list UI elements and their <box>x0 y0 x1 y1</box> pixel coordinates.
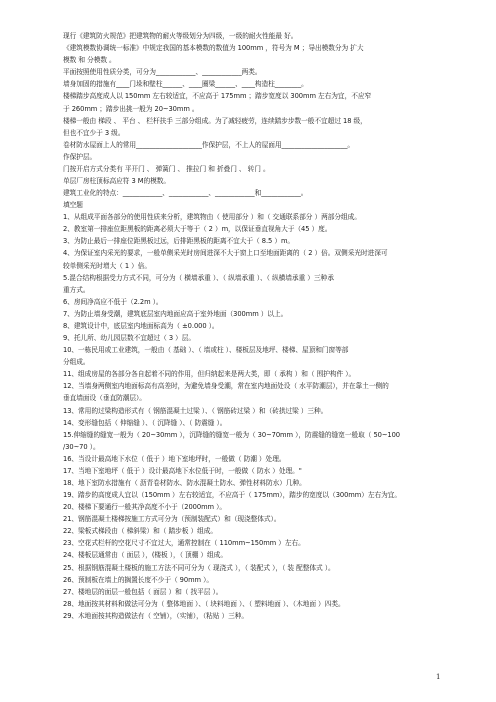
text-line: 较单侧采光时增大（ 1 ）倍。 <box>63 261 152 270</box>
text-line: 16、当设计最高地下水位（ 低于 ）地下室地坪时，一般做（ 防潮 ）处理。 <box>63 454 286 463</box>
text-line: 模数 和 分模数 。 <box>63 56 116 65</box>
text-line: 21、钢筋混凝土楼梯按施工方式可分为（预制装配式）和（现浇整体式）。 <box>63 515 281 524</box>
text-line: 单层厂房柱顶标高应符 3 M的模数。 <box>63 177 171 185</box>
text-line: 15.伸缩缝的缝宽一般为（ 20~30mm ），沉降缝的缝宽一般为（ 30~70mm ），防震缝的缝宽一般取（ 50~100 <box>63 430 401 439</box>
text-line: 7、为防止墙身受潮，建筑底层室内地面应高于室外地面（300mm ）以上。 <box>63 309 288 318</box>
text-line: 24、楼板层通常由（ 面层 ），(楼板 ），（ 顶棚 ）组成。 <box>63 551 227 560</box>
text-line: 卷材防水屋面上人的常用____________________作保护层，不上人的屋面用____________________。 <box>63 140 355 149</box>
text-line: 墙身加固的措施有____门垛和壁柱______、____圈梁______、____构造柱________。 <box>63 80 308 89</box>
text-line: 26、预制板在墙上的搁置长度不少于（ 90mm ）。 <box>63 575 214 584</box>
text-line: 18、地下室防水措施有（ 沥青卷材防水、防水混凝土防水、弹性材料防水）几种。 <box>63 479 306 487</box>
text-line: 5.混合结构根据受力方式不同，可分为（ 横墙承重 ）、（ 纵墙承重 ）、（ 纵横墙承重 ）三种承 <box>63 273 334 282</box>
text-line: 分组成。 <box>63 358 90 367</box>
text-line: 14、变形缝包括（ 伸缩缝 ）、（ 沉降缝 ）、（ 防震缝 ）。 <box>63 418 227 427</box>
text-line: 填空题 <box>63 201 83 210</box>
text-line: 6、房间净高应不低于（2.2m ）。 <box>63 297 163 306</box>
text-line: 门按开启方式分类有 平开门 、 弹簧门 、 推拉门 和 折叠门 、 转门 。 <box>63 164 270 173</box>
text-line: 19、踏步的高度成人宜以（150mm ）左右较适宜，不应高于（ 175mm），踏步的宽度以（300mm）左右为宜。 <box>63 491 402 499</box>
text-line: 现行《建筑防火规范》把建筑物的耐火等级划分为四级，一级的耐火性能最 好。 <box>63 32 298 40</box>
text-line: 12、当墙身两侧室内地面标高有高差时，为避免墙身受潮，常在室内地面处设（ 水平防潮层），并在靠土一侧的 <box>63 382 389 391</box>
text-line: 1、从组成平面各部分的使用性质来分析，建筑物由（ 使用部分 ）和（ 交通联系部分 ）两部分组成。 <box>63 213 361 222</box>
text-line: 平面按照使用性质分类，可分为____________、____________两类。 <box>63 68 262 77</box>
text-line: 3、为防止最后一排座位距黑板过远，后排距黑板的距离不宜大于（ 8.5 ）m。 <box>63 237 295 246</box>
text-line: 17、当地下室地坪（ 低于 ）设计最高地下水位低于时，一般做（ 防水 ）处理。" <box>63 466 302 475</box>
text-line: 27、楼地层的面层一般包括（ 面层 ）和（ 找平层 ）。 <box>63 587 223 596</box>
text-line: 9、托儿所、幼儿园层数不宜超过（ 3 ）层。 <box>63 334 196 342</box>
text-line: 22、梁板式梯段由（ 梯斜梁）和（ 踏步板 ）组成。 <box>63 527 218 536</box>
text-line: 于 260mm ；踏步出挑一般为 20~30mm 。 <box>63 104 199 113</box>
text-line: 建筑工业化的特点：____________、____________、____________和____________。 <box>63 189 308 197</box>
text-line: 4、为保证室内采光的要求，一般单侧采光时房间进深不大于窗上口至地面距离的（ 2 ）倍。双侧采光时进深可 <box>63 249 388 258</box>
page-number: 1 <box>436 673 441 681</box>
text-line: 《建筑模数协调统一标准》中规定我国的基本模数的数值为 100mm ，符号为 M ；导出模数分为 扩大 <box>63 44 364 53</box>
text-line: 楼梯踏步高度成人以 150mm 左右较适宜，不应高于 175mm ；踏步宽度以 300mm 左右为宜，不应窄 <box>63 92 372 101</box>
text-line: 8、建筑设计中，底层室内地面标高为（ ±0.000 ）。 <box>63 321 219 330</box>
text-line: 重方式。 <box>63 285 90 294</box>
text-line: 28、地面按其材料和做法可分为（ 整体地面 ）、（ 块料地面 ）、（ 塑料地面 ）、（木地面 ）四类。 <box>63 599 345 608</box>
text-line: 25、根据钢筋混凝土楼板的施工方法不同可分为（ 现浇式 ），（ 装配式 ），（ 装 配整体式 ）。 <box>63 563 335 572</box>
text-line: 作保护层。 <box>63 152 97 161</box>
text-line: 垂直墙面设（垂直防潮层）。 <box>63 394 146 403</box>
text-line: 10、一栋民用或工业建筑，一般由（ 基础 ）、（ 墙或柱 ）、楼板层及地坪、楼梯、屋顶和门窗等部 <box>63 346 349 355</box>
text-line: 但也不宜少于 3 级。 <box>63 128 125 137</box>
text-line: 13、常用的过梁构造形式有（ 钢筋混凝土过梁 ）、（ 钢筋砖过梁 ）和（砖拱过梁 ）三种。 <box>63 406 328 415</box>
text-line: 29、木地面按其构造做法有（ 空铺），（实铺），（粘贴 ）三种。 <box>63 611 249 620</box>
text-line: 楼梯一般由 梯段 、 平台 、 栏杆扶手 三部分组成。为了减轻疲劳，连续踏步步数一般不宜超过 18 级， <box>63 116 367 125</box>
text-line: /30~70 ）。 <box>63 442 100 451</box>
text-line: 2、教室第一排座位距黑板的距离必须大于等于（ 2 ）m，以保证垂直视角大于（45 ）度。 <box>63 225 332 234</box>
text-line: 20、楼梯下要通行一般其净高度不小于（2000mm ）。 <box>63 503 226 512</box>
text-line: 11、组成房屋的各部分各自起着不同的作用，但归纳起来是两大类，即（ 承构 ）和（ 围护构件 ）。 <box>63 370 356 379</box>
text-line: 23、空花式栏杆的空花尺寸不宜过大，通常控制在（ 110mm~150mm ）左右。 <box>63 539 305 548</box>
